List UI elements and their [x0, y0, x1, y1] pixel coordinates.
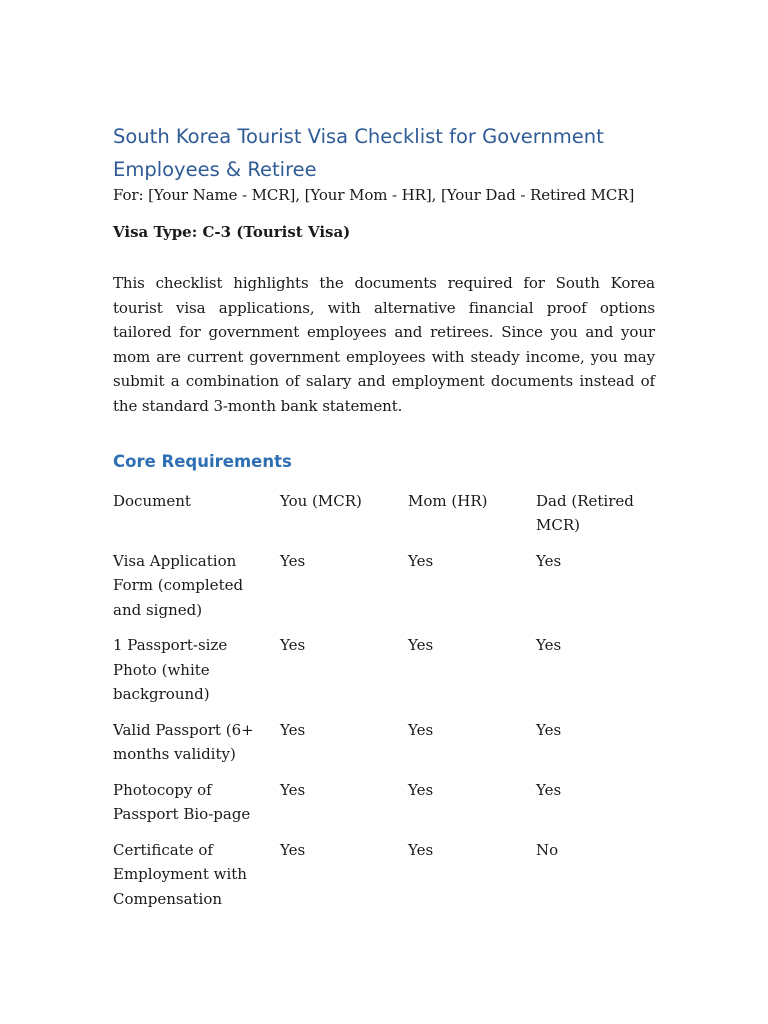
row-document: Photocopy of Passport Bio-page [113, 780, 251, 824]
row-dad: Yes [536, 636, 562, 655]
table-row [113, 778, 655, 838]
visa-type-label: Visa Type: C-3 (Tourist Visa) [113, 223, 351, 241]
row-document: 1 Passport-size Photo (white background) [113, 636, 228, 704]
row-you: Yes [280, 780, 306, 799]
table-row [113, 549, 655, 634]
row-document: Visa Application Form (completed and signed) [113, 551, 244, 619]
row-dad: Yes [536, 551, 562, 570]
row-mom: Yes [408, 551, 434, 570]
row-dad: Yes [536, 780, 562, 799]
table-row [113, 838, 655, 923]
row-mom: Yes [408, 636, 434, 655]
requirements-table [113, 489, 655, 923]
row-you: Yes [280, 720, 306, 739]
row-dad: No [536, 840, 559, 859]
header-document: Document [113, 491, 191, 510]
row-document: Certificate of Employment with Compensation [113, 840, 247, 908]
header-dad: Dad (Retired MCR) [536, 491, 634, 535]
row-mom: Yes [408, 840, 434, 859]
row-you: Yes [280, 840, 306, 859]
row-document: Valid Passport (6+ months validity) [113, 720, 254, 764]
header-you: You (MCR) [280, 491, 362, 510]
core-requirements-heading: Core Requirements [113, 452, 292, 471]
table-row [113, 718, 655, 778]
row-mom: Yes [408, 780, 434, 799]
intro-paragraph: This checklist highlights the documents required for South Korea tourist visa applications, with alternative financial proof options tailored for government employees and retirees. Since you and your mom are current government employees with steady income, you may submit a combination of salary and employment documents instead of the standard 3-month bank statement. [113, 274, 655, 415]
header-mom: Mom (HR) [408, 491, 488, 510]
row-you: Yes [280, 636, 306, 655]
table-header-row [113, 489, 655, 549]
row-you: Yes [280, 551, 306, 570]
for-line: For: [Your Name - MCR], [Your Mom - HR], [Your Dad - Retired MCR] [113, 186, 635, 204]
page-title: South Korea Tourist Visa Checklist for Government Employees & Retiree [113, 125, 604, 181]
document-page [113, 120, 655, 922]
row-dad: Yes [536, 720, 562, 739]
row-mom: Yes [408, 720, 434, 739]
table-row [113, 633, 655, 718]
